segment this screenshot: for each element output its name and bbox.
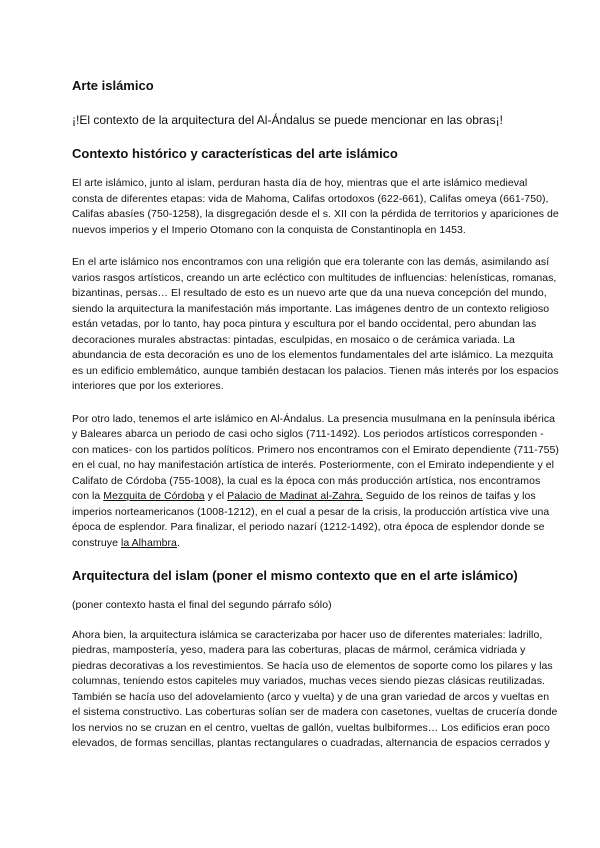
section-heading-architecture: Arquitectura del islam (poner el mismo contexto que en el arte islámico) (72, 568, 518, 583)
context-note: ¡!El contexto de la arquitectura del Al-Ándalus se puede mencionar en las obras¡! (72, 113, 503, 127)
link-madinat-al-zahra[interactable]: Palacio de Madinat al-Zahra. (227, 490, 363, 502)
link-mezquita-cordoba[interactable]: Mezquita de Córdoba (103, 490, 205, 502)
paragraph-al-andalus (72, 412, 560, 552)
section-heading-context: Contexto histórico y características del arte islámico (72, 146, 398, 161)
paragraph-history: El arte islámico, junto al islam, perduran hasta día de hoy, mientras que el arte islámico medieval consta de diferentes etapas: vida de Mahoma, Califas ortodoxos (622-661), Califas omeya (661-750), Califas abasíes (750-1258), la disgregación desde el s. XII con la pérdida de territorios y apariciones de nuevos imperios y el Imperio Otomano con la conquista de Constantinopla en 1453. (72, 177, 559, 236)
paragraph-architecture: Ahora bien, la arquitectura islámica se caracterizaba por hacer uso de diferentes materiales: ladrillo, piedras, mampostería, yeso, madera para las coberturas, placas de mármol, cerámica vidriada y piedras decorativas a los revestimientos. Se hacía uso de elementos de soporte como los pilares y las columnas, teniendo estos capiteles muy variados, muchas veces siendo piezas clásicas reutilizadas. También se hacía uso del adovelamiento (arco y vuelta) y de una gran variedad de arcos y vueltas en el sistema constructivo. Las coberturas solían ser de madera con casetones, vueltas de crucería donde los nervios no se cruzan en el centro, vueltas de gallón, vueltas bulbiformes… Los edificios eran poco elevados, de formas sencillas, plantas rectangulares o cuadradas, alternancia de espacios cerrados y (72, 628, 558, 749)
editor-note: (poner contexto hasta el final del segundo párrafo sólo) (72, 599, 332, 611)
paragraph-characteristics: En el arte islámico nos encontramos con una religión que era tolerante con las demás, asimilando así varios rasgos artísticos, creando un arte ecléctico con multitudes de influencias: helenísticas, romanas, bizantinas, persas… El resultado de esto es un nuevo arte que da una nueva concepción del mundo, siendo la arquitectura la manifestación más importante. Las imágenes dentro de un contexto religioso están vetadas, por lo tanto, hay poca pintura y escultura por el bando occidental, pero abundan las decoraciones murales abstractas: pintadas, esculpidas, en mosaico o de cerámica variada. La abundancia de esta decoración es uno de los elementos fundamentales del arte islámico. La mezquita es un edificio emblemático, aunque también destacan los palacios. Tienen más interés por los espacios interiores que por los exteriores. (72, 256, 559, 392)
paragraph-text: y el (204, 490, 228, 502)
link-alhambra[interactable]: la Alhambra (120, 536, 177, 549)
paragraph-text: Seguido de los reinos de taifas y los imperios norteamericanos (1008-1212), en el cual a pesar de la crisis, la producción artística vive una época de esplendor. Para finalizar, el periodo nazarí (1212-1492), otra época de esplendor donde se construye (72, 490, 550, 549)
paragraph-text: . (176, 536, 180, 549)
page-title: Arte islámico (72, 78, 154, 93)
paragraph-text: Por otro lado, tenemos el arte islámico en Al-Ándalus. La presencia musulmana en la península ibérica y Baleares abarca un periodo de casi ocho siglos (711-1492). Los periodos artísticos corresponden -con matices- con los partidos políticos. Primero nos encontramos con el Emirato dependiente (711-755) en el cual, no hay manifestación artística de interés. Posteriormente, con el Emirato independiente y el Califato de Córdoba (755-1008), la cual es la época con más producción artística, nos encontramos con la (72, 412, 559, 502)
